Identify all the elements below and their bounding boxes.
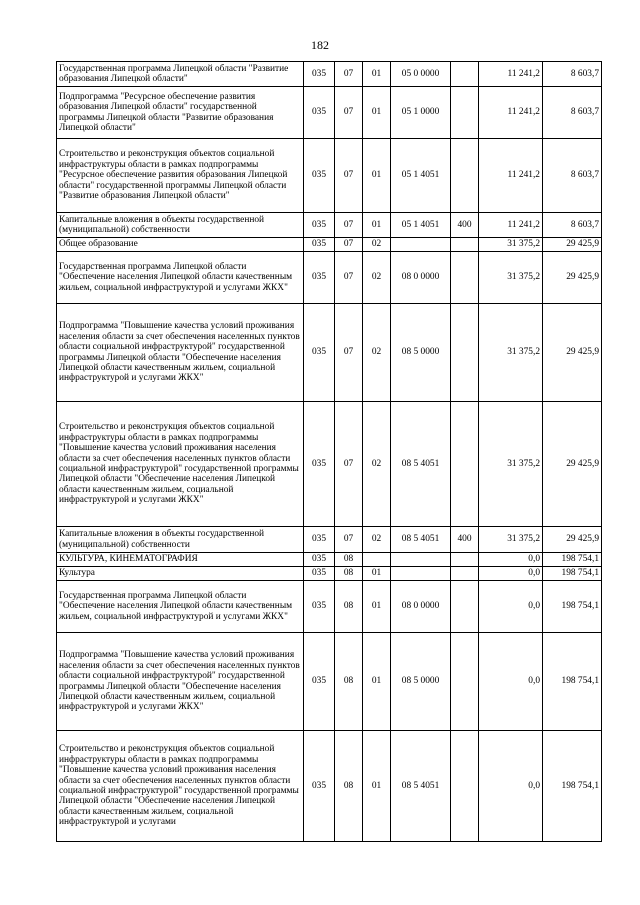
row-expense-type xyxy=(451,252,479,304)
row-name: Подпрограмма "Ресурсное обеспечение развития образования Липецкой области" государственной программы Липецкой области "Развитие образования Липецкой области" xyxy=(57,87,304,139)
table-row xyxy=(57,402,602,527)
row-expense-type: 400 xyxy=(451,527,479,553)
row-ministry-code: 035 xyxy=(304,139,335,213)
row-amount-1: 0,0 xyxy=(479,633,543,731)
table-row xyxy=(57,553,602,567)
row-amount-1: 31 375,2 xyxy=(479,402,543,527)
row-amount-1: 31 375,2 xyxy=(479,238,543,252)
row-amount-2: 8 603,7 xyxy=(543,62,602,87)
row-section-code: 07 xyxy=(335,87,363,139)
row-amount-2: 198 754,1 xyxy=(543,553,602,567)
row-section-code: 07 xyxy=(335,402,363,527)
row-subsection-code: 02 xyxy=(363,304,391,402)
row-name: Общее образование xyxy=(57,238,304,252)
row-name: КУЛЬТУРА, КИНЕМАТОГРАФИЯ xyxy=(57,553,304,567)
row-amount-1: 0,0 xyxy=(479,553,543,567)
row-amount-1: 31 375,2 xyxy=(479,252,543,304)
row-target-article: 05 1 4051 xyxy=(391,213,451,238)
row-expense-type xyxy=(451,581,479,633)
row-section-code: 07 xyxy=(335,238,363,252)
row-subsection-code xyxy=(363,553,391,567)
row-subsection-code: 01 xyxy=(363,581,391,633)
table-row xyxy=(57,304,602,402)
row-ministry-code: 035 xyxy=(304,238,335,252)
row-expense-type xyxy=(451,402,479,527)
row-name: Строительство и реконструкция объектов социальной инфраструктуры области в рамках подпрограммы "Повышение качества условий проживания населения области за счет обеспечения населенных пунктов области социальной инфраструктурой" государственной программы Липецкой области "Обеспечение населения Липецкой области качественным жильем, социальной инфраструктурой и услугами xyxy=(57,731,304,842)
row-expense-type xyxy=(451,553,479,567)
row-ministry-code: 035 xyxy=(304,213,335,238)
row-amount-2: 198 754,1 xyxy=(543,731,602,842)
table-row xyxy=(57,567,602,581)
row-subsection-code: 01 xyxy=(363,567,391,581)
row-subsection-code: 02 xyxy=(363,238,391,252)
row-amount-2: 29 425,9 xyxy=(543,238,602,252)
row-ministry-code: 035 xyxy=(304,527,335,553)
row-expense-type xyxy=(451,139,479,213)
row-ministry-code: 035 xyxy=(304,252,335,304)
row-amount-1: 0,0 xyxy=(479,731,543,842)
row-amount-2: 198 754,1 xyxy=(543,633,602,731)
row-target-article: 08 5 4051 xyxy=(391,527,451,553)
row-amount-1: 11 241,2 xyxy=(479,87,543,139)
row-subsection-code: 01 xyxy=(363,633,391,731)
row-expense-type xyxy=(451,238,479,252)
row-ministry-code: 035 xyxy=(304,62,335,87)
row-subsection-code: 02 xyxy=(363,402,391,527)
row-subsection-code: 02 xyxy=(363,527,391,553)
row-section-code: 07 xyxy=(335,213,363,238)
row-amount-2: 29 425,9 xyxy=(543,527,602,553)
row-amount-2: 8 603,7 xyxy=(543,139,602,213)
row-subsection-code: 01 xyxy=(363,731,391,842)
row-target-article: 08 5 4051 xyxy=(391,402,451,527)
row-ministry-code: 035 xyxy=(304,567,335,581)
row-amount-1: 31 375,2 xyxy=(479,304,543,402)
row-amount-1: 11 241,2 xyxy=(479,62,543,87)
row-target-article: 08 5 4051 xyxy=(391,731,451,842)
row-ministry-code: 035 xyxy=(304,633,335,731)
row-amount-1: 11 241,2 xyxy=(479,139,543,213)
row-name: Государственная программа Липецкой области "Обеспечение населения Липецкой области качественным жильем, социальной инфраструктурой и услугами ЖКХ" xyxy=(57,252,304,304)
row-target-article: 08 5 0000 xyxy=(391,304,451,402)
row-ministry-code: 035 xyxy=(304,553,335,567)
row-expense-type xyxy=(451,731,479,842)
row-target-article xyxy=(391,553,451,567)
table-row xyxy=(57,213,602,238)
row-section-code: 07 xyxy=(335,527,363,553)
row-amount-1: 0,0 xyxy=(479,581,543,633)
row-target-article: 08 0 0000 xyxy=(391,581,451,633)
row-ministry-code: 035 xyxy=(304,581,335,633)
row-target-article: 08 0 0000 xyxy=(391,252,451,304)
table-row xyxy=(57,731,602,842)
row-name: Подпрограмма "Повышение качества условий проживания населения области за счет обеспечения населенных пунктов области социальной инфраструктурой" государственной программы Липецкой области "Обеспечение населения Липецкой области качественным жильем, социальной инфраструктурой и услугами ЖКХ" xyxy=(57,304,304,402)
row-name: Капитальные вложения в объекты государственной (муниципальной) собственности xyxy=(57,527,304,553)
row-name: Строительство и реконструкция объектов социальной инфраструктуры области в рамках подпрограммы "Повышение качества условий проживания населения области за счет обеспечения населенных пунктов области социальной инфраструктурой" государственной программы Липецкой области "Обеспечение населения Липецкой области качественным жильем, социальной инфраструктурой и услугами ЖКХ" xyxy=(57,402,304,527)
table-row xyxy=(57,581,602,633)
row-target-article: 08 5 0000 xyxy=(391,633,451,731)
table-row xyxy=(57,87,602,139)
row-name: Подпрограмма "Повышение качества условий проживания населения области за счет обеспечения населенных пунктов области социальной инфраструктурой" государственной программы Липецкой области "Обеспечение населения Липецкой области качественным жильем, социальной инфраструктурой и услугами ЖКХ" xyxy=(57,633,304,731)
table-row xyxy=(57,139,602,213)
row-section-code: 08 xyxy=(335,633,363,731)
row-ministry-code: 035 xyxy=(304,731,335,842)
row-subsection-code: 01 xyxy=(363,87,391,139)
row-amount-2: 8 603,7 xyxy=(543,87,602,139)
row-amount-1: 11 241,2 xyxy=(479,213,543,238)
budget-table xyxy=(56,61,602,842)
row-section-code: 08 xyxy=(335,553,363,567)
table-row xyxy=(57,238,602,252)
row-section-code: 08 xyxy=(335,567,363,581)
row-name: Государственная программа Липецкой области "Обеспечение населения Липецкой области качественным жильем, социальной инфраструктурой и услугами ЖКХ" xyxy=(57,581,304,633)
table-row xyxy=(57,527,602,553)
row-amount-2: 29 425,9 xyxy=(543,304,602,402)
row-subsection-code: 01 xyxy=(363,62,391,87)
row-section-code: 08 xyxy=(335,731,363,842)
table-row xyxy=(57,633,602,731)
row-ministry-code: 035 xyxy=(304,87,335,139)
row-subsection-code: 02 xyxy=(363,252,391,304)
row-amount-1: 0,0 xyxy=(479,567,543,581)
row-amount-2: 198 754,1 xyxy=(543,567,602,581)
row-subsection-code: 01 xyxy=(363,213,391,238)
row-target-article: 05 0 0000 xyxy=(391,62,451,87)
row-expense-type xyxy=(451,87,479,139)
row-target-article: 05 1 0000 xyxy=(391,87,451,139)
page-number: 182 xyxy=(311,38,329,52)
row-section-code: 07 xyxy=(335,252,363,304)
row-target-article xyxy=(391,567,451,581)
row-amount-2: 8 603,7 xyxy=(543,213,602,238)
row-expense-type xyxy=(451,304,479,402)
row-amount-1: 31 375,2 xyxy=(479,527,543,553)
row-ministry-code: 035 xyxy=(304,402,335,527)
row-name: Государственная программа Липецкой области "Развитие образования Липецкой области" xyxy=(57,62,304,87)
row-target-article xyxy=(391,238,451,252)
row-section-code: 07 xyxy=(335,139,363,213)
table-row xyxy=(57,62,602,87)
row-section-code: 07 xyxy=(335,304,363,402)
row-subsection-code: 01 xyxy=(363,139,391,213)
row-name: Культура xyxy=(57,567,304,581)
row-expense-type xyxy=(451,62,479,87)
row-expense-type: 400 xyxy=(451,213,479,238)
row-expense-type xyxy=(451,567,479,581)
row-expense-type xyxy=(451,633,479,731)
row-section-code: 07 xyxy=(335,62,363,87)
table-row xyxy=(57,252,602,304)
row-name: Строительство и реконструкция объектов социальной инфраструктуры области в рамках подпрограммы "Ресурсное обеспечение развития образования Липецкой области" государственной программы Липецкой области "Развитие образования Липецкой области" xyxy=(57,139,304,213)
row-name: Капитальные вложения в объекты государственной (муниципальной) собственности xyxy=(57,213,304,238)
row-ministry-code: 035 xyxy=(304,304,335,402)
row-amount-2: 198 754,1 xyxy=(543,581,602,633)
row-section-code: 08 xyxy=(335,581,363,633)
row-target-article: 05 1 4051 xyxy=(391,139,451,213)
row-amount-2: 29 425,9 xyxy=(543,252,602,304)
row-amount-2: 29 425,9 xyxy=(543,402,602,527)
